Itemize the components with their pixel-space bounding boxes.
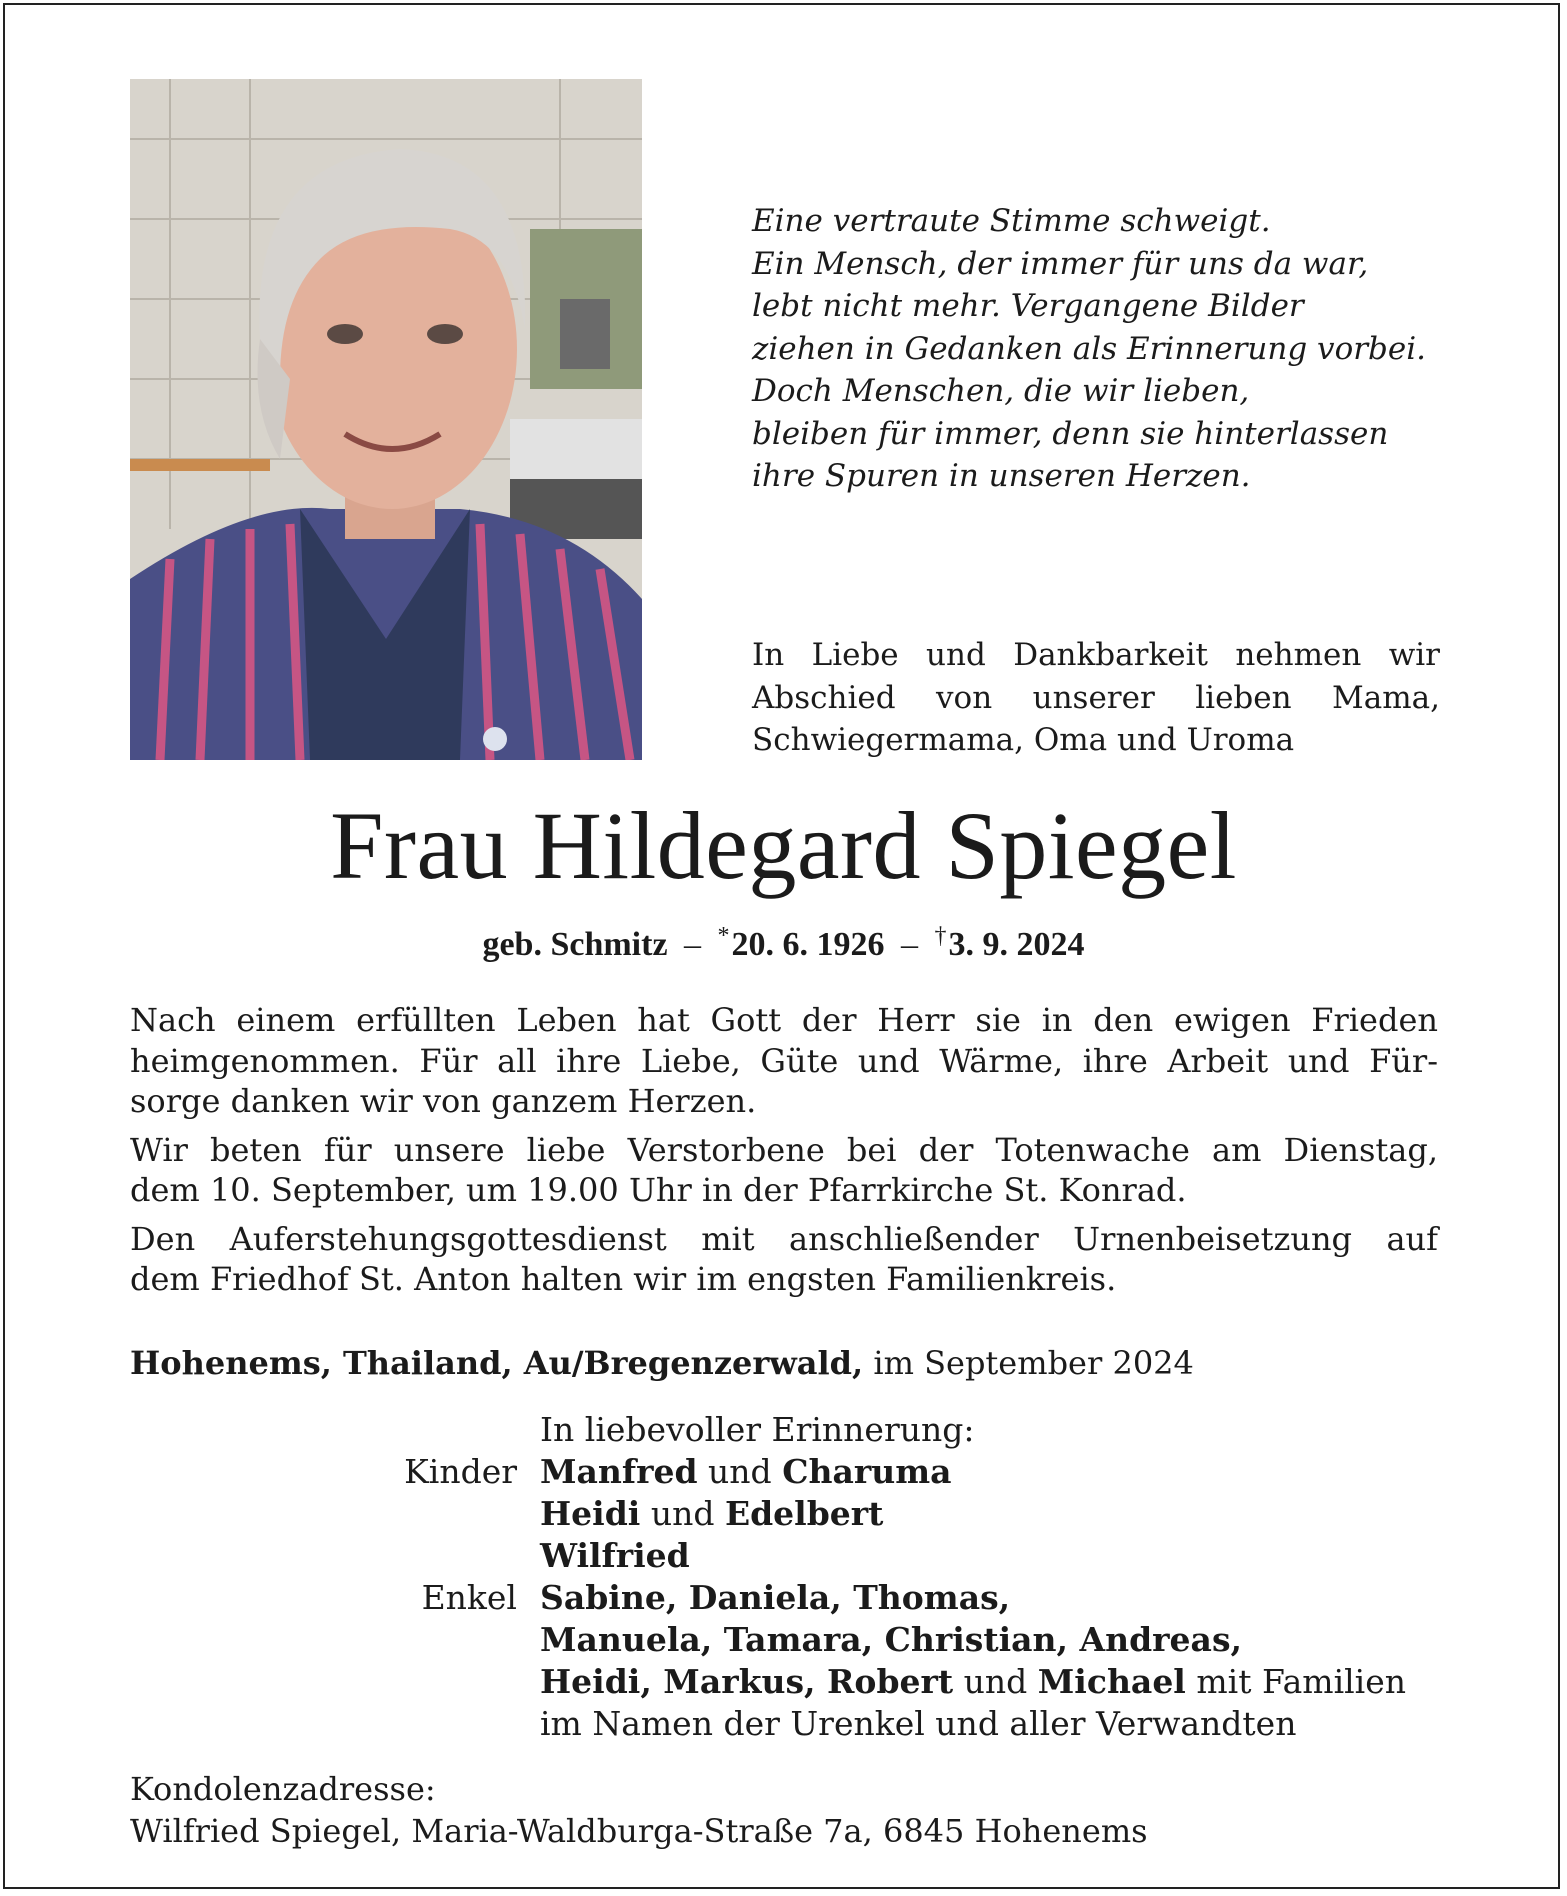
suffix: mit Familien (1185, 1662, 1407, 1701)
children-line (540, 1535, 690, 1577)
poem-line: Doch Menschen, die wir lieben, (752, 373, 1250, 409)
portrait-image (130, 79, 642, 760)
name: Wilfried (540, 1536, 690, 1575)
poem-line: Ein Mensch, der immer für uns da war, (752, 245, 1369, 282)
poem-line: bleiben für immer, denn sie hinterlassen (752, 415, 1389, 452)
body-line: Wir beten für unsere liebe Verstorbene bei der Totenwache am Dienstag, (130, 1130, 1438, 1169)
names: Sabine, Daniela, Thomas, (540, 1578, 1011, 1617)
dash: – (901, 926, 919, 963)
paragraph-wake (130, 1130, 1438, 1211)
death-date: 3. 9. 2024 (948, 926, 1085, 963)
contact-address: Wilfried Spiegel, Maria-Waldburga-Straße 7a, 6845 Hohenems (130, 1812, 1148, 1850)
dash: – (684, 926, 702, 963)
intro-line: In Liebe und Dankbarkeit nehmen wir (752, 637, 1440, 673)
conjunction: und (953, 1662, 1038, 1701)
name: Manfred (540, 1452, 698, 1491)
condolence-address (130, 1768, 1148, 1852)
maiden-name: geb. Schmitz (482, 926, 668, 963)
poem-line: ihre Spuren in unseren Herzen. (752, 458, 1251, 494)
conjunction: und (640, 1494, 725, 1533)
name: Michael (1037, 1662, 1186, 1701)
deceased-name: Frau Hildegard Spiegel (330, 792, 1237, 899)
places: Hohenems, Thailand, Au/Bregenzerwald, (130, 1344, 864, 1382)
names: Heidi, Markus, Robert (540, 1662, 954, 1701)
intro-line: Abschied von unserer lieben Mama, (752, 679, 1440, 716)
grandchildren-line (540, 1619, 1242, 1661)
cross-symbol: † (934, 923, 947, 949)
body-line: Nach einem erfüllten Leben hat Gott der Herr sie in den ewigen Frieden (130, 1001, 1438, 1039)
names: Manuela, Tamara, Christian, Andreas, (540, 1620, 1243, 1659)
paragraph-thanks (130, 1000, 1438, 1122)
children-line (540, 1493, 883, 1535)
body-line: dem Friedhof St. Anton halten wir im engsten Familienkreis. (130, 1260, 1117, 1298)
farewell-intro (752, 634, 1440, 762)
mourners-block (0, 1409, 1567, 1745)
grandchildren-label: Enkel (421, 1578, 517, 1617)
birth-date: 20. 6. 1926 (731, 926, 885, 963)
intro-line: Schwiegermama, Oma und Uroma (752, 722, 1295, 758)
children-line (540, 1451, 952, 1493)
portrait-photo (130, 79, 642, 760)
life-dates (0, 923, 1567, 970)
body-line: dem 10. September, um 19.00 Uhr in der Pfarrkirche St. Konrad. (130, 1171, 1187, 1209)
announcement-body (130, 1000, 1438, 1308)
conjunction: und (697, 1452, 783, 1491)
grandchildren-line (540, 1577, 1010, 1619)
body-line: heimgenommen. Für all ihre Liebe, Güte und Wärme, ihre Arbeit und Für- (130, 1041, 1438, 1080)
body-line: sorge danken wir von ganzem Herzen. (130, 1082, 757, 1120)
name: Heidi (540, 1494, 641, 1533)
children-label: Kinder (404, 1452, 517, 1491)
contact-label: Kondolenzadresse: (130, 1770, 436, 1808)
grandchildren-line (540, 1661, 1406, 1703)
born-symbol: * (717, 923, 730, 949)
relatives-line: im Namen der Urenkel und aller Verwandten (540, 1704, 1297, 1743)
month-year: im September 2024 (863, 1344, 1194, 1382)
name: Charuma (782, 1452, 952, 1491)
remembrance-heading: In liebevoller Erinnerung: (540, 1410, 975, 1449)
paragraph-funeral (130, 1219, 1438, 1300)
poem-line: lebt nicht mehr. Vergangene Bilder (752, 288, 1304, 324)
body-line: Den Auferstehungsgottesdienst mit anschließender Urnenbeisetzung auf (130, 1219, 1438, 1258)
poem-line: ziehen in Gedanken als Erinnerung vorbei. (752, 330, 1427, 367)
name: Edelbert (724, 1494, 884, 1533)
memorial-poem (752, 200, 1472, 498)
place-and-date (130, 1343, 1194, 1383)
poem-line: Eine vertraute Stimme schweigt. (752, 203, 1271, 239)
